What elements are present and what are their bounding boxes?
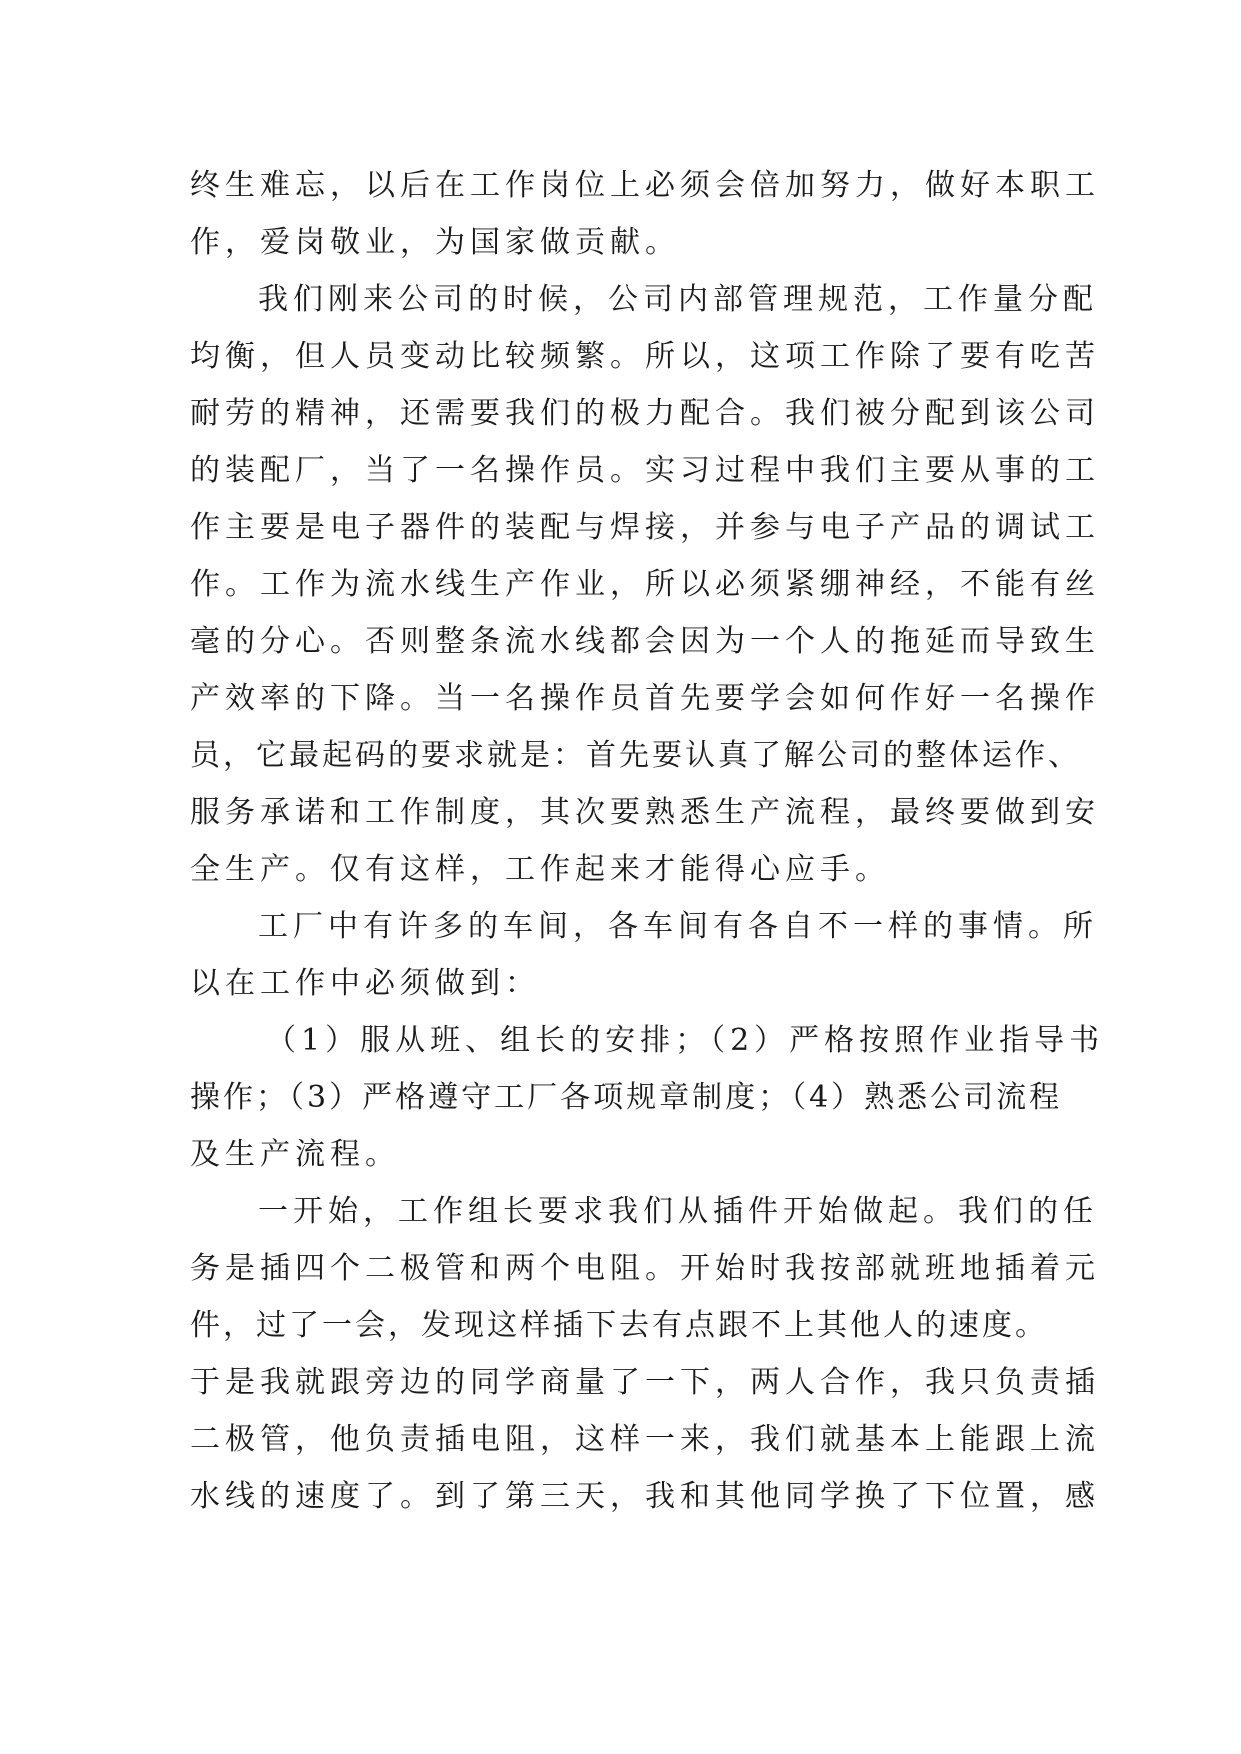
text-line: 作主要是电子器件的装配与焊接，并参与电子产品的调试工 <box>190 510 1100 545</box>
paragraph-start-line: 工厂中有许多的车间，各车间有各自不一样的事情。所 <box>258 909 1098 944</box>
text-line: 产效率的下降。当一名操作员首先要学会如何作好一名操作 <box>190 681 1100 716</box>
text-line: 务是插四个二极管和两个电阻。开始时我按部就班地插着元 <box>190 1251 1100 1286</box>
text-line: 均衡，但人员变动比较频繁。所以，这项工作除了要有吃苦 <box>190 339 1100 374</box>
text-line: 终生难忘，以后在工作岗位上必须会倍加努力，做好本职工 <box>190 168 1100 203</box>
text-line: 操作；（3）严格遵守工厂各项规章制度；（4）熟悉公司流程 <box>190 1080 1063 1115</box>
text-line: 的装配厂，当了一名操作员。实习过程中我们主要从事的工 <box>190 453 1100 488</box>
text-line: 及生产流程。 <box>190 1137 400 1172</box>
text-line: 件，过了一会，发现这样插下去有点跟不上其他人的速度。 <box>190 1308 1048 1343</box>
text-line: 服务承诺和工作制度，其次要熟悉生产流程，最终要做到安 <box>190 795 1100 830</box>
text-line: 作。工作为流水线生产作业，所以必须紧绷神经，不能有丝 <box>190 567 1100 602</box>
text-line: 员，它最起码的要求就是：首先要认真了解公司的整体运作、 <box>190 738 1081 773</box>
text-line: 水线的速度了。到了第三天，我和其他同学换了下位置，感 <box>190 1479 1100 1514</box>
text-line: 以在工作中必须做到： <box>190 966 540 1001</box>
body-text <box>190 157 1105 1525</box>
text-line: 全生产。仅有这样，工作起来才能得心应手。 <box>190 852 890 887</box>
text-line: 二极管，他负责插电阻，这样一来，我们就基本上能跟上流 <box>190 1422 1100 1457</box>
text-line: 毫的分心。否则整条流水线都会因为一个人的拖延而导致生 <box>190 624 1100 659</box>
text-line: 作，爱岗敬业，为国家做贡献。 <box>190 225 680 260</box>
text-line: 耐劳的精神，还需要我们的极力配合。我们被分配到该公司 <box>190 396 1100 431</box>
paragraph-start-line: 我们刚来公司的时候，公司内部管理规范，工作量分配 <box>258 282 1098 317</box>
text-line: 于是我就跟旁边的同学商量了一下，两人合作，我只负责插 <box>190 1365 1100 1400</box>
paragraph-start-line: 一开始，工作组长要求我们从插件开始做起。我们的任 <box>258 1194 1098 1229</box>
paragraph-start-line: （1）服从班、组长的安排；（2）严格按照作业指导书 <box>266 1023 1105 1058</box>
